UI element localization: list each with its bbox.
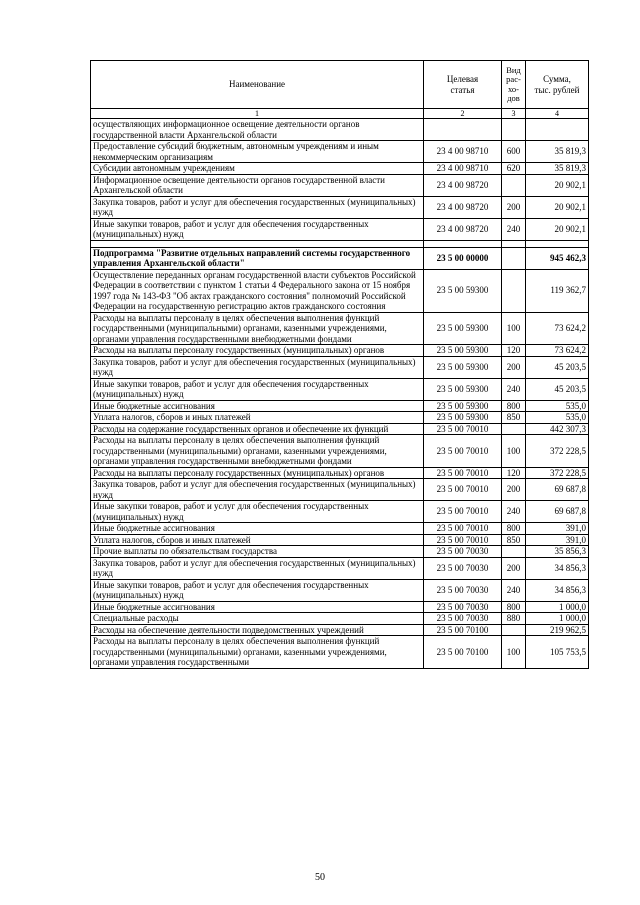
row-target-article-cell: 23 5 00 59300 [424, 356, 502, 378]
row-expense-type-cell: 200 [502, 356, 526, 378]
table-row [91, 534, 589, 546]
row-expense-type-cell: 200 [502, 557, 526, 579]
row-sum-cell: 73 624,2 [526, 312, 589, 345]
row-target-article-cell: 23 5 00 70010 [424, 467, 502, 479]
row-target-article-cell: 23 5 00 70010 [424, 479, 502, 501]
row-name-cell: Предоставление субсидий бюджетным, автономным учреждениям и иным некоммерческим организациям [91, 141, 424, 163]
row-sum-cell: 119 362,7 [526, 269, 589, 312]
table-row [91, 546, 589, 558]
table-row [91, 579, 589, 601]
row-target-article-cell: 23 5 00 59300 [424, 412, 502, 424]
table-row [91, 356, 589, 378]
row-target-article-cell [424, 119, 502, 141]
table-row [91, 163, 589, 175]
row-expense-type-cell: 240 [502, 501, 526, 523]
row-expense-type-cell [502, 174, 526, 196]
table-row [91, 218, 589, 240]
row-expense-type-cell: 120 [502, 345, 526, 357]
column-number: 1 [91, 109, 424, 119]
row-expense-type-cell [502, 119, 526, 141]
blank-row [91, 240, 589, 247]
row-expense-type-cell: 620 [502, 163, 526, 175]
row-expense-type-cell: 240 [502, 378, 526, 400]
row-name-cell: Иные бюджетные ассигнования [91, 601, 424, 613]
table-row [91, 467, 589, 479]
row-sum-cell: 372 228,5 [526, 435, 589, 468]
row-expense-type-cell [502, 269, 526, 312]
row-sum-cell: 45 203,5 [526, 378, 589, 400]
table-row [91, 269, 589, 312]
row-target-article-cell: 23 5 00 70100 [424, 624, 502, 636]
table-row [91, 613, 589, 625]
table-row [91, 601, 589, 613]
row-sum-cell: 1 000,0 [526, 613, 589, 625]
header-type-line: хо- [507, 83, 519, 94]
row-sum-cell: 105 753,5 [526, 636, 589, 669]
row-name-cell: Закупка товаров, работ и услуг для обеспечения государственных (муниципальных) нужд [91, 196, 424, 218]
row-target-article-cell: 23 5 00 59300 [424, 312, 502, 345]
row-target-article-cell: 23 5 00 70100 [424, 636, 502, 669]
header-target-line: Целевая [446, 74, 479, 84]
row-name-cell: Информационное освещение деятельности органов государственной власти Архангельской области [91, 174, 424, 196]
row-name-cell: Иные закупки товаров, работ и услуг для обеспечения государственных (муниципальных) нужд [91, 218, 424, 240]
row-expense-type-cell [502, 624, 526, 636]
row-name-cell: Иные бюджетные ассигнования [91, 400, 424, 412]
header-row [91, 61, 589, 109]
table-row [91, 501, 589, 523]
row-name-cell: Осуществление переданных органам государственной власти субъектов Российской Федерации в соответствии с пунктом 1 статьи 4 Федерального закона от 15 ноября 1997 года № 143-ФЗ "Об актах гражданского состояния" полномочий Российской Федерации на государственную регистрацию актов гражданского состояния [91, 269, 424, 312]
row-expense-type-cell [502, 546, 526, 558]
row-sum-cell [526, 240, 589, 247]
table-row [91, 378, 589, 400]
row-sum-cell: 35 819,3 [526, 141, 589, 163]
row-name-cell: Расходы на содержание государственных органов и обеспечение их функций [91, 423, 424, 435]
row-sum-cell: 1 000,0 [526, 601, 589, 613]
row-expense-type-cell: 240 [502, 218, 526, 240]
row-expense-type-cell: 850 [502, 412, 526, 424]
row-target-article-cell: 23 5 00 59300 [424, 378, 502, 400]
row-sum-cell: 535,0 [526, 412, 589, 424]
row-target-article-cell: 23 5 00 70030 [424, 601, 502, 613]
row-target-article-cell: 23 5 00 70010 [424, 523, 502, 535]
table-row [91, 412, 589, 424]
row-name-cell: Расходы на выплаты персоналу в целях обеспечения выполнения функций государственными (муниципальными) органами, казенными учреждениями, органами управления государственными внебюджетными фондами [91, 312, 424, 345]
row-sum-cell: 20 902,1 [526, 174, 589, 196]
header-type-line: дов [507, 93, 520, 103]
budget-table-body [91, 61, 589, 669]
row-name-cell: Субсидии автономным учреждениям [91, 163, 424, 175]
row-target-article-cell: 23 4 00 98710 [424, 163, 502, 175]
row-target-article-cell [424, 240, 502, 247]
table-row [91, 624, 589, 636]
row-target-article-cell: 23 5 00 59300 [424, 345, 502, 357]
page-number: 50 [315, 872, 325, 883]
table-row [91, 345, 589, 357]
header-target-article [424, 61, 502, 109]
budget-table [90, 60, 589, 669]
column-number-row [91, 109, 589, 119]
header-sum-line: тыс. рублей [534, 84, 580, 95]
row-expense-type-cell: 800 [502, 523, 526, 535]
row-expense-type-cell: 120 [502, 467, 526, 479]
row-expense-type-cell: 100 [502, 636, 526, 669]
row-expense-type-cell: 100 [502, 312, 526, 345]
row-target-article-cell: 23 5 00 59300 [424, 269, 502, 312]
row-target-article-cell: 23 5 00 70010 [424, 501, 502, 523]
row-expense-type-cell: 850 [502, 534, 526, 546]
row-target-article-cell: 23 5 00 70030 [424, 579, 502, 601]
row-name-cell: Иные закупки товаров, работ и услуг для обеспечения государственных (муниципальных) нужд [91, 579, 424, 601]
row-name-cell: Уплата налогов, сборов и иных платежей [91, 534, 424, 546]
row-expense-type-cell: 880 [502, 613, 526, 625]
row-name-cell: Закупка товаров, работ и услуг для обеспечения государственных (муниципальных) нужд [91, 557, 424, 579]
table-row [91, 435, 589, 468]
row-sum-cell: 34 856,3 [526, 579, 589, 601]
table-row [91, 400, 589, 412]
row-name-cell: Расходы на выплаты персоналу в целях обеспечения выполнения функций государственными (муниципальными) органами, казенными учреждениями, органами управления государственными внебюджетными фондами [91, 435, 424, 468]
row-sum-cell: 69 687,8 [526, 501, 589, 523]
row-expense-type-cell: 200 [502, 479, 526, 501]
row-sum-cell: 69 687,8 [526, 479, 589, 501]
header-expense-type [502, 61, 526, 109]
row-target-article-cell: 23 5 00 70030 [424, 613, 502, 625]
row-expense-type-cell [502, 240, 526, 247]
row-name-cell [91, 240, 424, 247]
row-target-article-cell: 23 5 00 70030 [424, 557, 502, 579]
row-name-cell: Расходы на обеспечение деятельности подведомственных учреждений [91, 624, 424, 636]
row-sum-cell: 20 902,1 [526, 196, 589, 218]
row-target-article-cell: 23 5 00 70010 [424, 534, 502, 546]
row-name-cell: Расходы на выплаты персоналу в целях обеспечения выполнения функций государственными (муниципальными) органами, казенными учреждениями, органами управления государственными [91, 636, 424, 669]
row-name-cell: Специальные расходы [91, 613, 424, 625]
row-sum-cell: 20 902,1 [526, 218, 589, 240]
table-row [91, 196, 589, 218]
row-target-article-cell: 23 5 00 70010 [424, 435, 502, 468]
column-number: 3 [502, 109, 526, 119]
row-sum-cell: 35 819,3 [526, 163, 589, 175]
row-name-cell: Иные закупки товаров, работ и услуг для обеспечения государственных (муниципальных) нужд [91, 501, 424, 523]
table-row [91, 636, 589, 669]
row-target-article-cell: 23 4 00 98720 [424, 218, 502, 240]
row-name-cell: Подпрограмма "Развитие отдельных направлений системы государственного управления Архангельской области" [91, 247, 424, 269]
row-name-cell: Иные закупки товаров, работ и услуг для обеспечения государственных (муниципальных) нужд [91, 378, 424, 400]
row-sum-cell [526, 119, 589, 141]
column-number: 2 [424, 109, 502, 119]
column-number: 4 [526, 109, 589, 119]
row-name-cell: Прочие выплаты по обязательствам государства [91, 546, 424, 558]
table-row [91, 557, 589, 579]
row-sum-cell: 442 307,3 [526, 423, 589, 435]
row-target-article-cell: 23 5 00 70010 [424, 423, 502, 435]
row-sum-cell: 35 856,3 [526, 546, 589, 558]
header-type-line: рас- [506, 74, 521, 84]
row-expense-type-cell [502, 423, 526, 435]
row-sum-cell: 34 856,3 [526, 557, 589, 579]
row-expense-type-cell: 600 [502, 141, 526, 163]
row-target-article-cell: 23 5 00 70030 [424, 546, 502, 558]
header-sum-line: Сумма, [543, 74, 571, 84]
row-name-cell: осуществляющих информационное освещение деятельности органов государственной власти Архангельской области [91, 119, 424, 141]
table-row [91, 119, 589, 141]
row-sum-cell: 391,0 [526, 523, 589, 535]
row-name-cell: Расходы на выплаты персоналу государственных (муниципальных) органов [91, 345, 424, 357]
table-row [91, 174, 589, 196]
row-name-cell: Закупка товаров, работ и услуг для обеспечения государственных (муниципальных) нужд [91, 356, 424, 378]
row-target-article-cell: 23 5 00 00000 [424, 247, 502, 269]
header-name: Наименование [91, 61, 424, 109]
row-expense-type-cell: 100 [502, 435, 526, 468]
row-expense-type-cell [502, 247, 526, 269]
row-name-cell: Расходы на выплаты персоналу государственных (муниципальных) органов [91, 467, 424, 479]
row-target-article-cell: 23 4 00 98710 [424, 141, 502, 163]
row-name-cell: Закупка товаров, работ и услуг для обеспечения государственных (муниципальных) нужд [91, 479, 424, 501]
row-expense-type-cell: 200 [502, 196, 526, 218]
row-sum-cell: 45 203,5 [526, 356, 589, 378]
row-name-cell: Уплата налогов, сборов и иных платежей [91, 412, 424, 424]
row-sum-cell: 391,0 [526, 534, 589, 546]
header-type-line: Вид [506, 64, 521, 75]
subprogram-row [91, 247, 589, 269]
row-sum-cell: 535,0 [526, 400, 589, 412]
row-expense-type-cell: 800 [502, 601, 526, 613]
row-expense-type-cell: 800 [502, 400, 526, 412]
row-target-article-cell: 23 4 00 98720 [424, 174, 502, 196]
table-row [91, 312, 589, 345]
row-target-article-cell: 23 4 00 98720 [424, 196, 502, 218]
table-row [91, 479, 589, 501]
table-row [91, 141, 589, 163]
row-sum-cell: 945 462,3 [526, 247, 589, 269]
table-row [91, 523, 589, 535]
header-sum [526, 61, 589, 109]
row-sum-cell: 73 624,2 [526, 345, 589, 357]
table-row [91, 423, 589, 435]
row-target-article-cell: 23 5 00 59300 [424, 400, 502, 412]
row-expense-type-cell: 240 [502, 579, 526, 601]
row-sum-cell: 219 962,5 [526, 624, 589, 636]
row-name-cell: Иные бюджетные ассигнования [91, 523, 424, 535]
header-target-line: статья [450, 84, 475, 95]
row-sum-cell: 372 228,5 [526, 467, 589, 479]
